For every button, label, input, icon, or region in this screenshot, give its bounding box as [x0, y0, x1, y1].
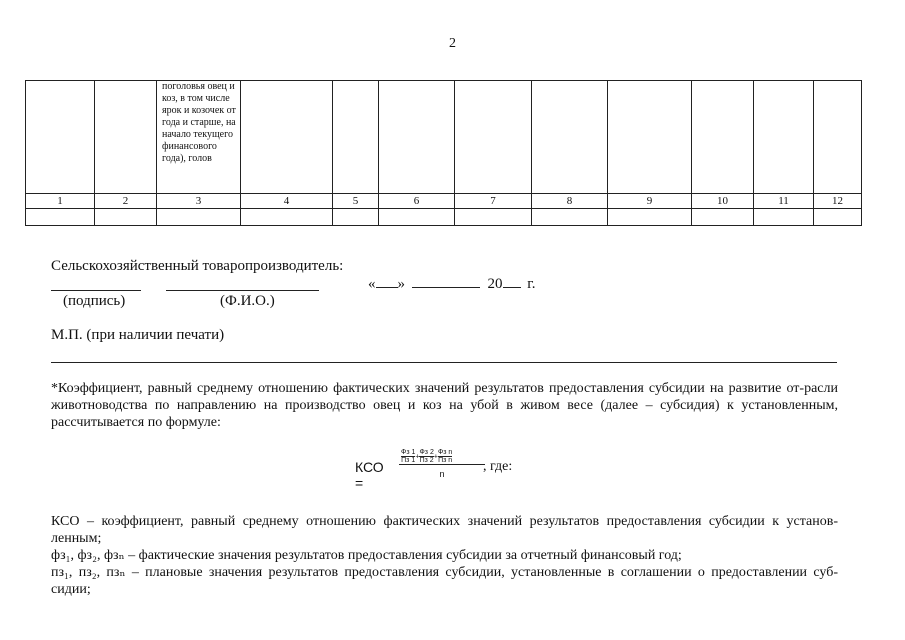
definitions — [51, 513, 838, 598]
column-number: 9 — [608, 194, 692, 209]
header-cell — [532, 81, 608, 194]
plus-sign: + — [415, 453, 420, 461]
plus-sign: + — [433, 453, 438, 461]
table-cell — [532, 209, 608, 226]
footnote: *Коэффициент, равный среднему отношению фактических значений результатов предоставления субсидии на развитие от-расли животноводства по направлению на производство овец и коз на убой в живом весе (далее – субсидия) к установленным, рассчитывается по формуле: — [51, 381, 838, 430]
header-cell — [692, 81, 754, 194]
formula-denominator: n — [439, 469, 445, 479]
separator-line — [51, 362, 837, 363]
column-number: 10 — [692, 194, 754, 209]
table-cell — [692, 209, 754, 226]
column-number: 3 — [157, 194, 241, 209]
header-cell — [95, 81, 157, 194]
formula-suffix: , где: — [483, 459, 513, 474]
column-number: 11 — [754, 194, 814, 209]
fraction-bar — [399, 464, 485, 465]
name-label: (Ф.И.О.) — [220, 293, 275, 309]
table-cell — [455, 209, 532, 226]
name-line — [166, 290, 319, 291]
header-cell — [608, 81, 692, 194]
column-number: 7 — [455, 194, 532, 209]
term-num: Фз n — [437, 449, 453, 456]
header-cell — [754, 81, 814, 194]
year-prefix: 20 — [487, 276, 503, 292]
table-header-row — [26, 81, 862, 194]
definition-kso: КСО – коэффициент, равный среднему отношению фактических значений результатов предоставления субсидии к установ-ленным; — [51, 514, 838, 546]
date-open-quote: « — [368, 276, 376, 292]
table-cell — [608, 209, 692, 226]
term-den: Пз 2 — [419, 457, 434, 464]
term-den: Пз n — [438, 457, 453, 464]
definition-pz: пз₁, пз₂, пзₙ – плановые значения результатов предоставления субсидии, установленные в соглашении о предоставлении суб-сидии; — [51, 565, 838, 597]
header-cell — [26, 81, 95, 194]
header-cell — [333, 81, 379, 194]
table-cell — [26, 209, 95, 226]
date-field — [368, 275, 535, 293]
table-cell — [754, 209, 814, 226]
column-3-header: поголовья овец и коз, в том числе ярок и козочек от года и старше, на начало текущего финансового года), голов — [162, 81, 236, 164]
stamp-note: М.П. (при наличии печати) — [51, 327, 225, 343]
term-num: Фз 1 — [401, 449, 416, 456]
year-blank — [503, 275, 521, 288]
column-number: 4 — [241, 194, 333, 209]
table-cell — [95, 209, 157, 226]
header-cell — [455, 81, 532, 194]
column-number: 5 — [333, 194, 379, 209]
column-number: 1 — [26, 194, 95, 209]
ratio-term — [401, 449, 415, 464]
column-number: 2 — [95, 194, 157, 209]
table-cell — [333, 209, 379, 226]
table-cell — [379, 209, 455, 226]
column-number-row — [26, 194, 862, 209]
ratio-term — [419, 449, 433, 464]
date-close-quote: » — [397, 276, 405, 292]
day-blank — [376, 275, 398, 288]
header-cell — [814, 81, 862, 194]
formula-fraction — [399, 447, 485, 483]
table-cell — [241, 209, 333, 226]
report-table — [25, 80, 862, 226]
definition-fz: фз₁, фз₂, фзₙ – фактические значения результатов предоставления субсидии за отчетный финансовый год; — [51, 548, 682, 563]
column-number: 6 — [379, 194, 455, 209]
table-cell — [157, 209, 241, 226]
ratio-term — [438, 449, 452, 464]
header-cell — [241, 81, 333, 194]
month-blank — [412, 275, 480, 288]
year-suffix: г. — [527, 276, 536, 292]
signature-line — [51, 290, 141, 291]
column-number: 8 — [532, 194, 608, 209]
formula-lhs: КСО = — [355, 459, 384, 491]
term-den: Пз 1 — [401, 457, 416, 464]
table-cell — [814, 209, 862, 226]
term-num: Фз 2 — [419, 449, 434, 456]
table-row — [26, 209, 862, 226]
column-number: 12 — [814, 194, 862, 209]
producer-title: Сельскохозяйственный товаропроизводитель: — [51, 258, 344, 274]
formula-numerator — [401, 449, 452, 464]
signature-label: (подпись) — [63, 293, 126, 309]
header-cell — [379, 81, 455, 194]
header-cell-3 — [157, 81, 241, 194]
page-number: 2 — [449, 36, 456, 51]
